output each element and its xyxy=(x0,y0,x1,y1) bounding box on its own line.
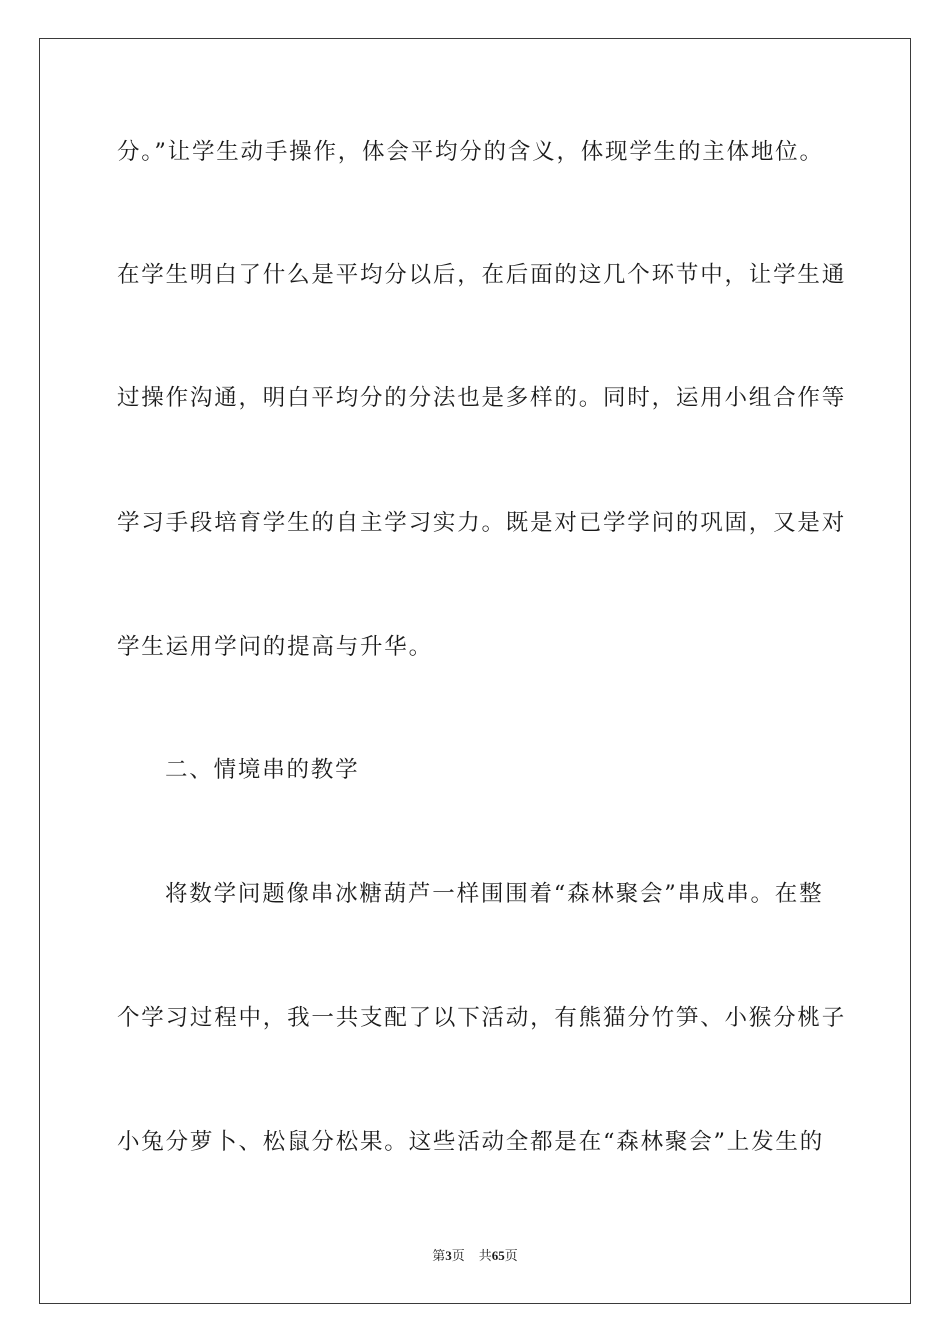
page-border xyxy=(39,38,911,1304)
total-pages: 65 xyxy=(491,1248,505,1263)
paragraph-line: 学习手段培育学生的自主学习实力。既是对已学学问的巩固，又是对 xyxy=(117,510,847,536)
paragraph-line: 在学生明白了什么是平均分以后，在后面的这几个环节中，让学生通 xyxy=(117,262,847,288)
paragraph-line: 学生运用学问的提高与升华。 xyxy=(117,634,433,660)
page-footer xyxy=(0,1247,950,1266)
paragraph-line: 小兔分萝卜、松鼠分松果。这些活动全都是在“森林聚会”上发生的 xyxy=(117,1129,825,1155)
paragraph-line: 个学习过程中，我一共支配了以下活动，有熊猫分竹笋、小猴分桃子 xyxy=(117,1005,847,1031)
section-heading: 二、情境串的教学 xyxy=(165,757,360,783)
page-prefix: 第 xyxy=(432,1249,446,1264)
paragraph-line: 分。”让学生动手操作，体会平均分的含义，体现学生的主体地位。 xyxy=(117,139,824,165)
paragraph-line: 将数学问题像串冰糖葫芦一样围围着“森林聚会”串成串。在整 xyxy=(165,881,824,907)
total-prefix: 共 xyxy=(478,1249,492,1264)
page-suffix: 页 xyxy=(451,1249,465,1264)
page-number: 3 xyxy=(445,1248,452,1263)
paragraph-line: 过操作沟通，明白平均分的分法也是多样的。同时，运用小组合作等 xyxy=(117,385,847,411)
total-suffix: 页 xyxy=(504,1249,518,1264)
